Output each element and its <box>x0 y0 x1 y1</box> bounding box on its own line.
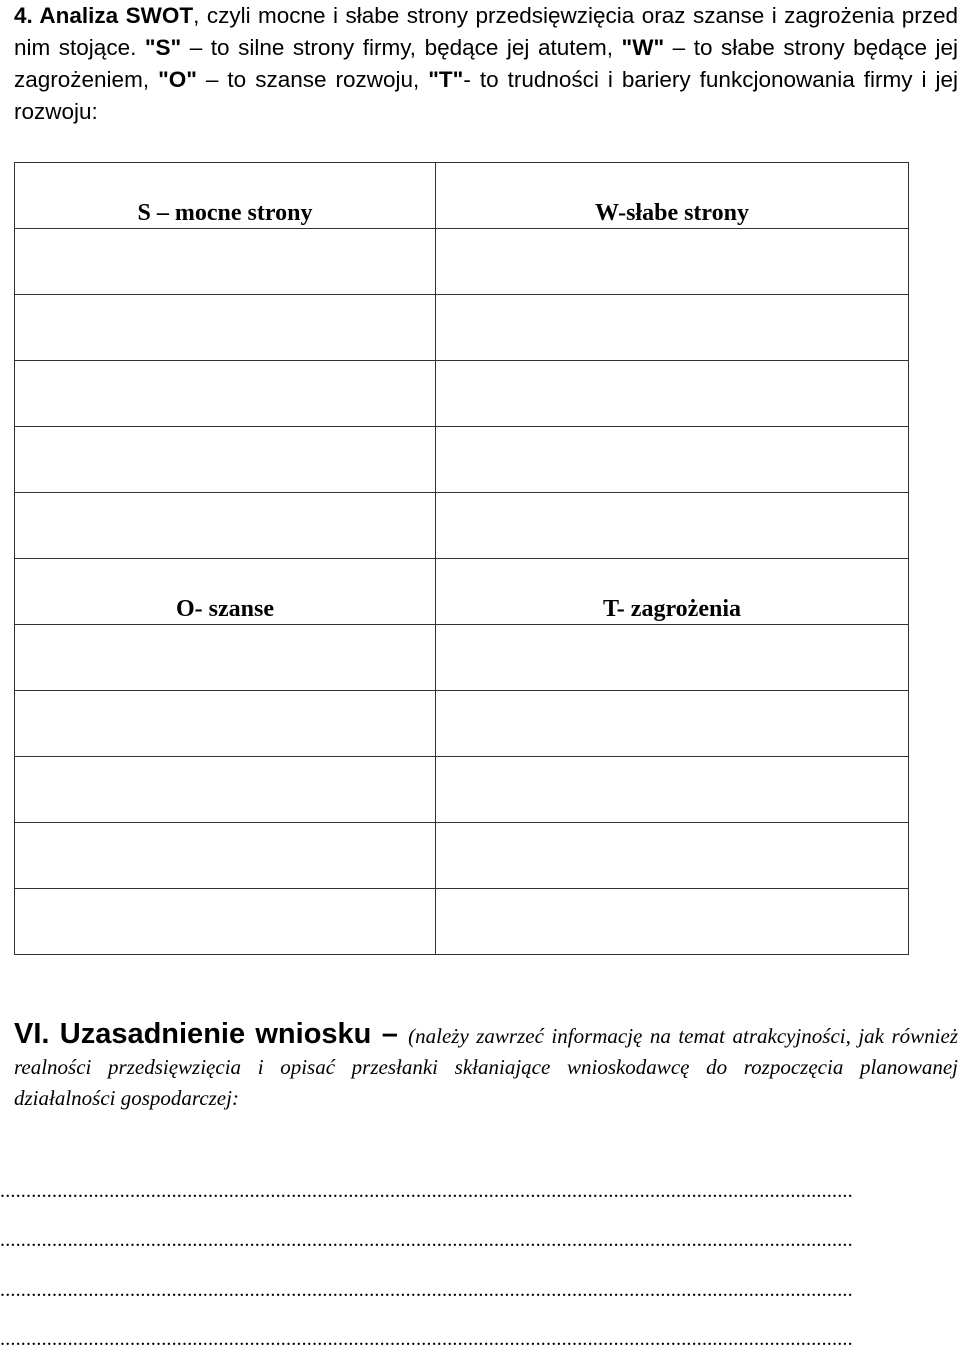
s-strengths-header: S – mocne strony <box>15 163 436 229</box>
table-row <box>15 361 909 427</box>
swot-header-row-ot <box>15 559 909 625</box>
swot-table <box>14 162 909 955</box>
table-row <box>15 427 909 493</box>
opportunities-cell[interactable] <box>15 691 436 757</box>
strengths-cell[interactable] <box>15 361 436 427</box>
section-title: VI. Uzasadnienie wniosku <box>14 1018 372 1050</box>
opportunities-cell[interactable] <box>15 889 436 955</box>
section-dash: – <box>371 1018 409 1050</box>
opportunities-cell[interactable] <box>15 757 436 823</box>
table-row <box>15 823 909 889</box>
o-code: "O" <box>158 67 197 92</box>
opportunities-cell[interactable] <box>15 625 436 691</box>
s-code: "S" <box>144 35 182 60</box>
dotted-answer-line[interactable]: .................................................................................................................................................................... <box>0 1328 853 1350</box>
strengths-cell[interactable] <box>15 295 436 361</box>
t-threats-header: T- zagrożenia <box>436 559 909 625</box>
threats-cell[interactable] <box>436 625 909 691</box>
intro-text-5: - to trudności i bariery funkcjonowania firmy i jej rozwoju: <box>14 67 959 124</box>
strengths-cell[interactable] <box>15 493 436 559</box>
table-row <box>15 295 909 361</box>
t-code: "T" <box>428 67 464 92</box>
justification-section <box>14 1020 958 1115</box>
weaknesses-cell[interactable] <box>436 493 909 559</box>
opportunities-cell[interactable] <box>15 823 436 889</box>
table-row <box>15 493 909 559</box>
intro-text-3: – to słabe strony będące jej zagrożeniem, <box>14 35 958 92</box>
dotted-answer-line[interactable]: .................................................................................................................................................................... <box>0 1279 853 1301</box>
strengths-cell[interactable] <box>15 427 436 493</box>
threats-cell[interactable] <box>436 691 909 757</box>
o-opportunities-header: O- szanse <box>15 559 436 625</box>
threats-cell[interactable] <box>436 757 909 823</box>
threats-cell[interactable] <box>436 823 909 889</box>
w-code: "W" <box>621 35 665 60</box>
intro-text-4: – to szanse rozwoju, <box>196 67 429 92</box>
intro-text-1: , czyli mocne i słabe strony przedsięwzięcia oraz szanse i zagrożenia przed nim stojące. <box>14 3 958 60</box>
strengths-cell[interactable] <box>15 229 436 295</box>
weaknesses-cell[interactable] <box>436 295 909 361</box>
table-row <box>15 229 909 295</box>
table-row <box>15 889 909 955</box>
swot-header-row-sw <box>15 163 909 229</box>
swot-heading: 4. Analiza SWOT <box>14 3 194 28</box>
section-instructions: (należy zawrzeć informację na temat atrakcyjności, jak również realności przedsięwzięcia i opisać przesłanki skłaniające wnioskodawcę do rozpoczęcia planowanej działalności gospodarczej: <box>14 1024 958 1110</box>
weaknesses-cell[interactable] <box>436 427 909 493</box>
weaknesses-cell[interactable] <box>436 361 909 427</box>
dotted-answer-line[interactable]: .................................................................................................................................................................... <box>0 1180 853 1202</box>
w-weaknesses-header: W-słabe strony <box>436 163 909 229</box>
weaknesses-cell[interactable] <box>436 229 909 295</box>
threats-cell[interactable] <box>436 889 909 955</box>
swot-intro-paragraph <box>14 0 958 128</box>
dotted-answer-line[interactable]: .................................................................................................................................................................... <box>0 1229 853 1251</box>
table-row <box>15 691 909 757</box>
intro-text-2: – to silne strony firmy, będące jej atutem, <box>181 35 622 60</box>
table-row <box>15 625 909 691</box>
table-row <box>15 757 909 823</box>
